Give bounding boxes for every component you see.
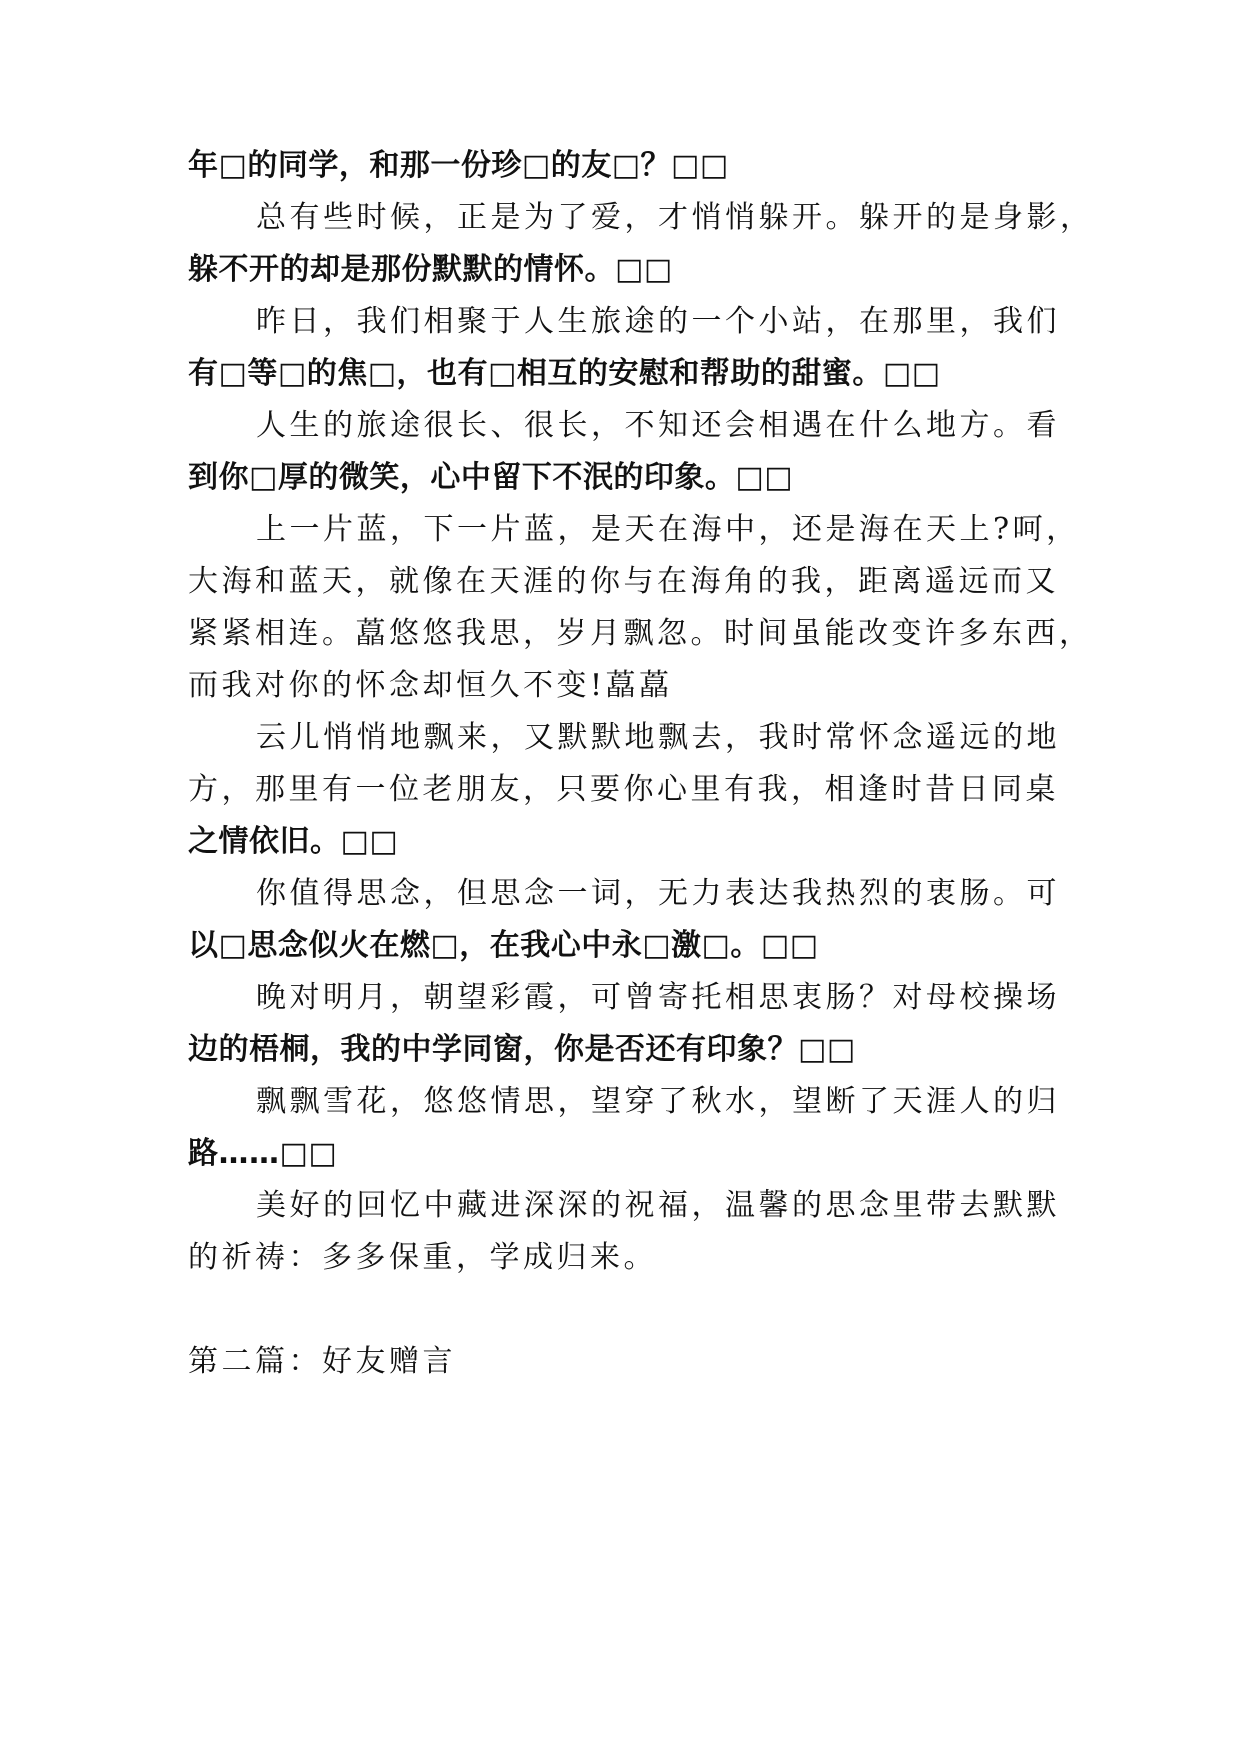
text-line: 紧紧相连。藠悠悠我思，岁月飘忽。时间虽能改变许多东西， xyxy=(188,616,1093,651)
text-line: 人生的旅途很长、很长，不知还会相遇在什么地方。看 xyxy=(256,408,1060,443)
text-line: 躲不开的却是那份默默的情怀。□□ xyxy=(188,252,673,287)
text-line: 方，那里有一位老朋友，只要你心里有我，相逢时昔日同桌 xyxy=(188,772,1059,807)
text-line: 你值得思念，但思念一词，无力表达我热烈的衷肠。可 xyxy=(256,876,1060,911)
text-line: 以□思念似火在燃□，在我心中永□激□。□□ xyxy=(188,928,819,963)
text-line: 有□等□的焦□，也有□相互的安慰和帮助的甜蜜。□□ xyxy=(188,356,941,391)
text-line: 到你□厚的微笑，心中留下不泯的印象。□□ xyxy=(188,460,794,495)
section-title: 第二篇：好友赠言 xyxy=(188,1344,456,1379)
text-line: 美好的回忆中藏进深深的祝福，温馨的思念里带去默默 xyxy=(256,1188,1060,1223)
text-line: 年□的同学，和那一份珍□的友□？□□ xyxy=(188,148,729,183)
text-line: 总有些时候，正是为了爱，才悄悄躲开。躲开的是身影， xyxy=(256,200,1094,235)
text-line: 路……□□ xyxy=(188,1136,338,1171)
text-line: 边的梧桐，我的中学同窗，你是否还有印象？□□ xyxy=(188,1032,856,1067)
text-line: 而我对你的怀念却恒久不变!藠藠 xyxy=(188,668,673,703)
text-line: 昨日，我们相聚于人生旅途的一个小站，在那里，我们 xyxy=(256,304,1060,339)
text-line: 晚对明月，朝望彩霞，可曾寄托相思衷肠？对母校操场 xyxy=(256,980,1060,1015)
text-line: 上一片蓝，下一片蓝，是天在海中，还是海在天上?呵， xyxy=(256,512,1080,547)
text-line: 大海和蓝天，就像在天涯的你与在海角的我，距离遥远而又 xyxy=(188,564,1059,599)
text-line: 之情依旧。□□ xyxy=(188,824,399,859)
text-line: 飘飘雪花，悠悠情思，望穿了秋水，望断了天涯人的归 xyxy=(256,1084,1060,1119)
text-line: 的祈祷：多多保重，学成归来。 xyxy=(188,1240,657,1275)
text-line: 云儿悄悄地飘来，又默默地飘去，我时常怀念遥远的地 xyxy=(256,720,1060,755)
